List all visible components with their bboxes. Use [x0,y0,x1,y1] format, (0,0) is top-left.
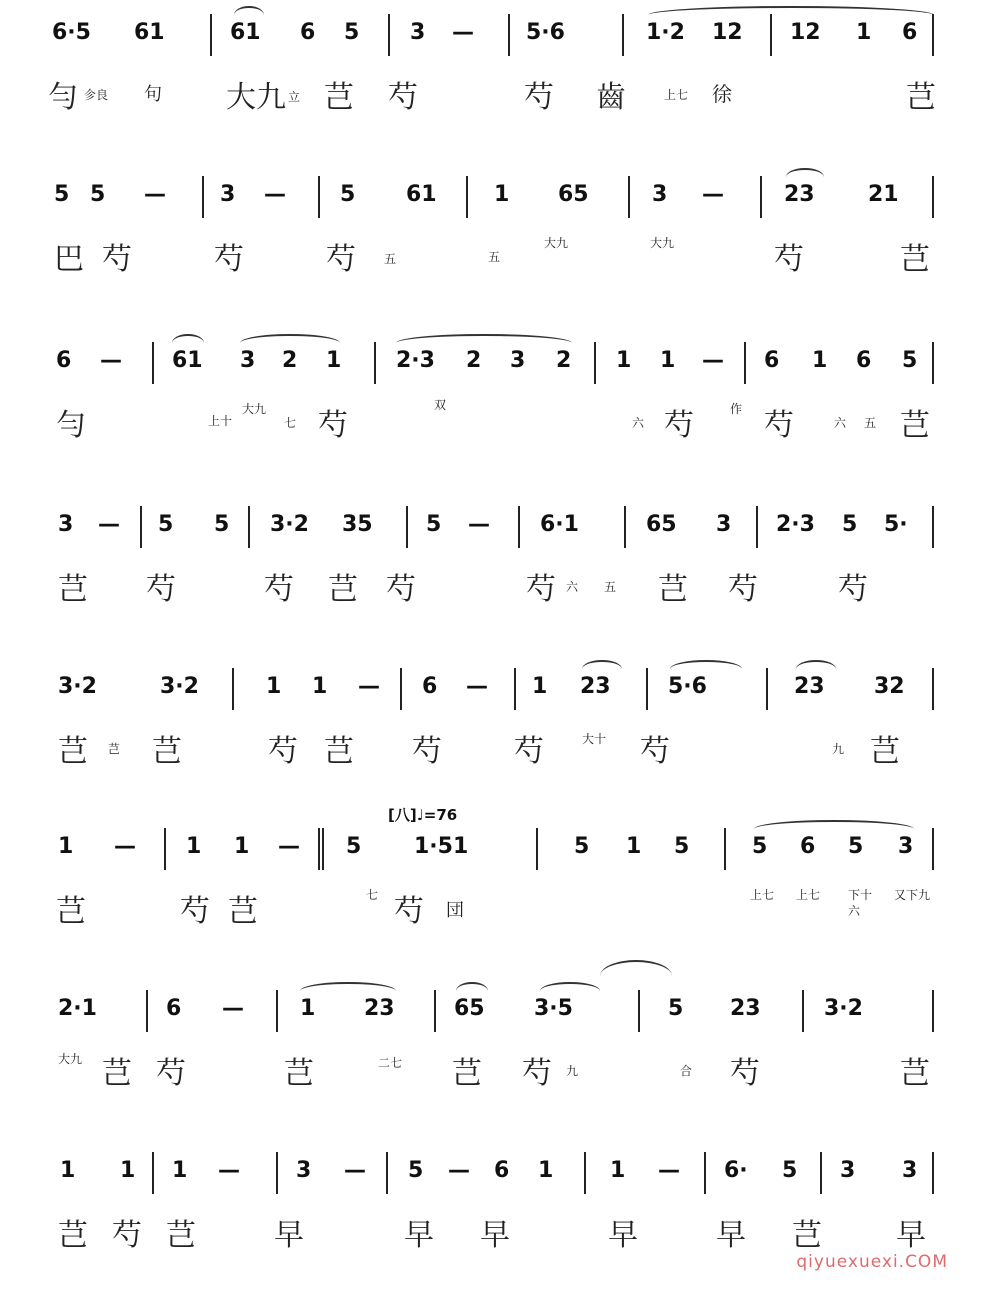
barline [932,1152,934,1194]
barline [744,342,746,384]
note: 1 [300,996,316,1021]
tab-char: 大九 [544,236,569,250]
barline [628,176,630,218]
tab-char: 芍 [264,572,294,607]
note: 65 [558,182,589,207]
note: — [702,182,724,207]
barline [276,1152,278,1194]
barline [622,14,624,56]
barline [756,506,758,548]
note: 5 [848,834,864,859]
tab-char: 上十 [208,414,233,428]
note: 5 [426,512,442,537]
note: 5 [54,182,70,207]
slur [754,820,914,838]
system-7 [48,990,948,1140]
tab-char: 芍 [640,734,670,769]
note: 65 [454,996,485,1021]
tab-char: 芍 [388,80,418,115]
note: — [218,1158,240,1183]
tab-char: 五 [384,252,397,266]
note: 2·1 [58,996,97,1021]
barline [932,668,934,710]
tab-char: 六 [632,416,645,430]
note: 1 [58,834,74,859]
tab-char: 七 [366,888,379,902]
tab-char: 七 [284,416,297,430]
note: 2 [466,348,482,373]
note: 6 [422,674,438,699]
barline [164,828,166,870]
note: 6·1 [540,512,579,537]
note: — [452,20,474,45]
note: 6 [300,20,316,45]
jianzipu-row [48,564,948,624]
note: — [98,512,120,537]
tab-char: 芍 [838,572,868,607]
barline [760,176,762,218]
jianzipu-row [48,72,948,132]
note: — [702,348,724,373]
barline [724,828,726,870]
tab-char: 芑 [324,734,354,769]
tab-char: 芍 [268,734,298,769]
note: — [658,1158,680,1183]
double-barline [318,828,324,870]
note: 1 [494,182,510,207]
tab-char: 芑 [166,1218,196,1253]
tab-char: 早 [274,1218,304,1253]
barline [932,176,934,218]
barline [388,14,390,56]
note: 3 [716,512,732,537]
notation-row [48,1152,948,1202]
barline [152,342,154,384]
tab-char: 大九 [226,80,286,115]
notation-row [48,990,948,1040]
tab-char: 二七 [378,1056,403,1070]
note: 6 [856,348,872,373]
note: — [468,512,490,537]
note: 23 [794,674,825,699]
barline [248,506,250,548]
system-3 [48,342,948,492]
note: 3 [296,1158,312,1183]
tab-char: 勻 [48,80,78,115]
tab-char: 芍 [146,572,176,607]
tab-char: 芍 [730,1056,760,1091]
note: 5 [782,1158,798,1183]
tab-char: 芍 [412,734,442,769]
barline [232,668,234,710]
tab-char: 芑 [228,894,258,929]
note: 12 [712,20,743,45]
note: — [358,674,380,699]
tab-char: 合 [680,1064,693,1078]
note: 3 [510,348,526,373]
barline [400,668,402,710]
note: — [448,1158,470,1183]
barline [276,990,278,1032]
tab-char: 大九 [58,1052,83,1066]
barline [434,990,436,1032]
note: 61 [172,348,203,373]
note: 5 [214,512,230,537]
notation-row [48,14,948,64]
tab-char: 芑 [102,1056,132,1091]
note: 61 [230,20,261,45]
watermark: qiyuexuexi.COM [796,1252,948,1272]
note: 23 [580,674,611,699]
notation-row [48,668,948,718]
barline [932,342,934,384]
tab-char: 又下九 [894,888,931,902]
note: 6 [56,348,72,373]
tab-char: 徐 [712,82,732,106]
barline [932,14,934,56]
slur [600,960,672,992]
note: 1·2 [646,20,685,45]
tab-char: 団 [446,900,464,921]
note: 32 [874,674,905,699]
tab-char: 芑 [56,894,86,929]
note: 1 [266,674,282,699]
barline [704,1152,706,1194]
note: 3·2 [270,512,309,537]
tab-char: 五 [604,580,617,594]
note: 35 [342,512,373,537]
note: 5 [668,996,684,1021]
tab-char: 齒 [596,80,626,115]
tab-char: 芍 [112,1218,142,1253]
barline [536,828,538,870]
note: 1 [312,674,328,699]
tab-char: 早 [480,1218,510,1253]
system-1 [48,14,948,164]
barline [770,14,772,56]
tab-char: 双 [434,398,447,412]
barline [210,14,212,56]
tab-char: 五 [488,250,501,264]
note: 1·51 [414,834,469,859]
note: 3 [652,182,668,207]
note: 5·6 [526,20,565,45]
note: 6·5 [52,20,91,45]
jianzipu-row [48,400,948,460]
barline [932,506,934,548]
note: 6 [166,996,182,1021]
tab-char: 上七 [796,888,821,902]
tab-char: 芑 [58,734,88,769]
tab-char: 六 [566,580,579,594]
barline [152,1152,154,1194]
note: 5 [340,182,356,207]
tab-char: 大九 [650,236,675,250]
note: 6 [764,348,780,373]
barline [406,506,408,548]
note: 3·2 [58,674,97,699]
tab-char: 芍 [764,408,794,443]
note: 1 [172,1158,188,1183]
note: 3 [220,182,236,207]
system-8 [48,1152,948,1302]
tab-char: 早 [716,1218,746,1253]
tab-char: 早 [608,1218,638,1253]
barline [584,1152,586,1194]
tab-char: 勻 [56,408,86,443]
tab-char: 芑 [452,1056,482,1091]
tab-char: 芑 [792,1218,822,1253]
tab-char: 芍 [514,734,544,769]
notation-row [48,176,948,226]
barline [202,176,204,218]
tab-char: 芑 [870,734,900,769]
tab-char: 大九 [242,402,267,416]
barline [374,342,376,384]
tab-char: 芍 [728,572,758,607]
barline [508,14,510,56]
tab-char: 早 [404,1218,434,1253]
tab-char: 芑 [900,1056,930,1091]
barline [766,668,768,710]
barline [932,990,934,1032]
note: 2·3 [776,512,815,537]
notation-row [48,342,948,392]
note: 5 [842,512,858,537]
barline [146,990,148,1032]
note: 5 [344,20,360,45]
note: 1 [660,348,676,373]
note: 1 [610,1158,626,1183]
note: — [222,996,244,1021]
tab-char: 芍 [774,242,804,277]
tab-char: 芑 [900,242,930,277]
note: 3·5 [534,996,573,1021]
note: 1 [326,348,342,373]
note: 5· [884,512,908,537]
note: 61 [134,20,165,45]
note: 5 [90,182,106,207]
tab-char: 芑 [284,1056,314,1091]
tab-char: 芑 [58,572,88,607]
note: 1 [60,1158,76,1183]
note: 1 [532,674,548,699]
barline [140,506,142,548]
tab-char: 六 [834,416,847,430]
note: 5 [902,348,918,373]
tab-char: 上七 [664,88,689,102]
tab-char: 芑 [328,572,358,607]
note: 2·3 [396,348,435,373]
tab-char: 芍 [522,1056,552,1091]
note: 3 [840,1158,856,1183]
note: 3 [410,20,426,45]
note: 5 [408,1158,424,1183]
tab-char: 㐱良 [84,88,109,102]
note: 12 [790,20,821,45]
tab-char: 芑 [324,80,354,115]
tab-char: 五 [864,416,877,430]
note: 2 [556,348,572,373]
system-2 [48,176,948,326]
note: — [144,182,166,207]
tab-char: 芍 [664,408,694,443]
tab-char: 芍 [318,408,348,443]
tab-char: 六 [848,904,861,918]
note: 65 [646,512,677,537]
note: — [344,1158,366,1183]
barline [638,990,640,1032]
tab-char: 作 [730,402,743,416]
note: 21 [868,182,899,207]
system-5 [48,668,948,818]
barline [518,506,520,548]
barline [646,668,648,710]
note: 1 [626,834,642,859]
note: — [100,348,122,373]
note: 5 [346,834,362,859]
note: 1 [616,348,632,373]
barline [514,668,516,710]
note: 1 [186,834,202,859]
note: 3 [898,834,914,859]
note: 1 [120,1158,136,1183]
tab-char: 九 [566,1064,579,1078]
tab-char: 芑 [152,734,182,769]
tab-char: 芍 [524,80,554,115]
note: 1 [234,834,250,859]
note: — [278,834,300,859]
note: 1 [538,1158,554,1183]
system-6 [48,806,948,978]
note: 23 [364,996,395,1021]
tab-char: 早 [896,1218,926,1253]
tab-char: 下十 [848,888,873,902]
barline [802,990,804,1032]
tab-char: 芍 [102,242,132,277]
barline [466,176,468,218]
note: 6· [724,1158,748,1183]
barline [594,342,596,384]
note: 5 [574,834,590,859]
note: 1 [812,348,828,373]
note: 61 [406,182,437,207]
barline [932,828,934,870]
note: 2 [282,348,298,373]
jianzipu-row [48,1048,948,1108]
tab-char: 芍 [180,894,210,929]
barline [624,506,626,548]
tab-char: 芑 [900,408,930,443]
note: 5·6 [668,674,707,699]
tab-char: 芍 [156,1056,186,1091]
note: 3 [58,512,74,537]
note: — [466,674,488,699]
tempo-marker: [八]♩=76 [388,806,458,824]
tab-char: 芍 [526,572,556,607]
note: 3·2 [160,674,199,699]
note: 1 [856,20,872,45]
note: 5 [752,834,768,859]
tab-char: 句 [144,84,162,105]
tab-char: 巴 [54,242,84,277]
tab-char: 大十 [582,732,607,746]
notation-row [48,828,948,878]
note: 5 [674,834,690,859]
tab-char: 芑 [108,742,121,756]
notation-row [48,506,948,556]
tab-char: 九 [832,742,845,756]
system-4 [48,506,948,656]
barline [386,1152,388,1194]
tab-char: 立 [288,90,301,104]
note: — [114,834,136,859]
note: 3 [902,1158,918,1183]
tab-char: 上七 [750,888,775,902]
note: 23 [730,996,761,1021]
note: — [264,182,286,207]
barline [820,1152,822,1194]
barline [318,176,320,218]
tab-char: 芑 [906,80,936,115]
note: 6 [800,834,816,859]
jianzipu-row [48,726,948,786]
tab-char: 芍 [386,572,416,607]
tab-char: 芍 [394,894,424,929]
note: 3·2 [824,996,863,1021]
tab-char: 芑 [658,572,688,607]
jianzipu-row [48,886,948,946]
note: 23 [784,182,815,207]
note: 3 [240,348,256,373]
jianzipu-row [48,234,948,294]
tab-char: 芍 [326,242,356,277]
tab-char: 芑 [58,1218,88,1253]
note: 5 [158,512,174,537]
note: 6 [902,20,918,45]
tab-char: 芍 [214,242,244,277]
note: 6 [494,1158,510,1183]
